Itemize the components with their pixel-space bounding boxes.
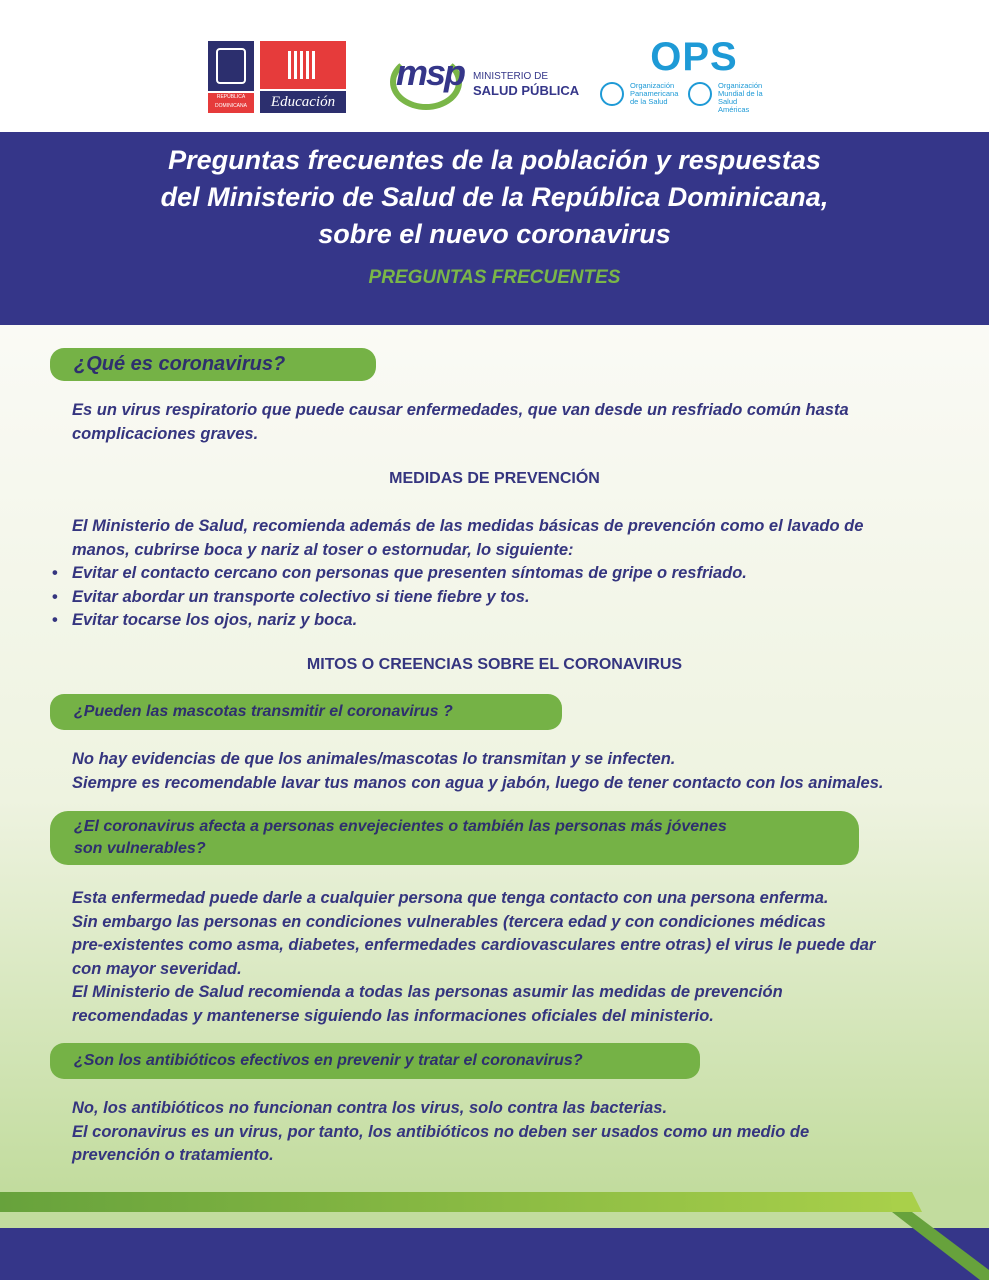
logo-bar: [0, 0, 989, 132]
ops-org1: Organización Panamericana de la Salud: [630, 81, 679, 106]
who-emblem-icon: [688, 82, 712, 106]
question-text: ¿El coronavirus afecta a personas envejecientes o también las personas más jóvenes: [74, 818, 727, 835]
globe-icon: [600, 82, 624, 106]
subtitle: PREGUNTAS FRECUENTES: [368, 267, 621, 288]
section-heading: MITOS O CREENCIAS SOBRE EL CORONAVIRUS: [306, 656, 683, 673]
question-text: ¿Son los antibióticos efectivos en prevenir y tratar el coronavirus?: [74, 1052, 583, 1069]
stripe-corner: [890, 1192, 922, 1212]
msp-logo: [390, 44, 470, 110]
title-line: sobre el nuevo coronavirus: [318, 219, 671, 249]
header-band: [0, 132, 989, 325]
question-pill: [50, 348, 376, 381]
ops-org2: Organización Mundial de la Salud: [718, 81, 763, 106]
footer-navy-band: [0, 1228, 989, 1280]
question-pill: [50, 1043, 700, 1079]
msp-name: [473, 70, 579, 98]
answer-line: No, los antibióticos no funcionan contra los virus, solo contra las bacterias.: [72, 1099, 668, 1117]
prevention-list: [72, 562, 952, 633]
question-pill: [50, 811, 859, 865]
republica-dominicana-logo: [208, 41, 254, 113]
ops-text: OPS: [650, 35, 738, 79]
answer-line: Sin embargo las personas en condiciones vulnerables (tercera edad y con condiciones médicas: [72, 912, 826, 931]
footer-diagonal-stripe: [890, 1192, 989, 1280]
msp-mark: msp: [396, 52, 465, 93]
intro-line: manos, cubrirse boca y nariz al toser o estornudar, lo siguiente:: [72, 540, 574, 559]
msp-line1: MINISTERIO DE: [473, 71, 549, 82]
answer-line: complicaciones graves.: [72, 424, 259, 443]
answer-line: Es un virus respiratorio que puede causar enfermedades, que van desde un resfriado común hasta: [72, 401, 849, 419]
educacion-logo: [260, 41, 346, 113]
answer-line: El coronavirus es un virus, por tanto, los antibióticos no deben ser usados como un medio de: [72, 1122, 810, 1141]
question-text: ¿Qué es coronavirus?: [74, 353, 286, 375]
title-line: del Ministerio de Salud de la República Dominicana,: [160, 182, 829, 212]
ops-logo: [600, 36, 780, 114]
answer-line: El Ministerio de Salud recomienda a todas las personas asumir las medidas de prevención: [72, 983, 783, 1001]
answer-line: recomendadas y mantenerse siguiendo las informaciones oficiales del ministerio.: [72, 1006, 714, 1025]
rep-dom-text: REPÚBLICA DOMINICANA: [208, 93, 254, 113]
title-line: Preguntas frecuentes de la población y respuestas: [168, 145, 821, 175]
intro-line: El Ministerio de Salud, recomienda además de las medidas básicas de prevención como el lavado de: [72, 517, 864, 535]
answer-line: pre-existentes como asma, diabetes, enfermedades cardiovasculares entre otras) el virus le puede dar: [72, 936, 876, 954]
question-pill: [50, 694, 562, 730]
prevention-text: [72, 515, 952, 633]
diagonal-stripe: [892, 1212, 989, 1280]
answer-line: con mayor severidad.: [72, 959, 242, 978]
answer: [72, 887, 952, 1028]
answer-line: Siempre es recomendable lavar tus manos con agua y jabón, luego de tener contacto con los animales.: [72, 773, 884, 792]
question-text: ¿Pueden las mascotas transmitir el coronavirus ?: [74, 703, 453, 720]
section-heading: MEDIDAS DE PREVENCIÓN: [389, 470, 600, 487]
footer-green-stripe: [0, 1192, 912, 1212]
list-item: • Evitar el contacto cercano con personas que presenten síntomas de gripe o resfriado.: [72, 562, 952, 586]
educacion-text: Educación: [260, 91, 346, 113]
answer-line: prevención o tratamiento.: [72, 1146, 274, 1164]
answer-line: No hay evidencias de que los animales/mascotas lo transmitan y se infecten.: [72, 750, 676, 768]
list-item: • Evitar tocarse los ojos, nariz y boca.: [72, 609, 952, 633]
answer-line: Esta enfermedad puede darle a cualquier persona que tenga contacto con una persona enferma.: [72, 889, 829, 907]
answer: [72, 1097, 952, 1168]
answer: [72, 399, 952, 446]
list-item: • Evitar abordar un transporte colectivo si tiene fiebre y tos.: [72, 586, 952, 610]
ops-org2-sub: Américas: [718, 105, 750, 114]
coat-of-arms-icon: [216, 48, 246, 84]
answer: [72, 748, 952, 795]
msp-line2: SALUD PÚBLICA: [473, 83, 580, 98]
question-text: son vulnerables?: [74, 840, 206, 857]
